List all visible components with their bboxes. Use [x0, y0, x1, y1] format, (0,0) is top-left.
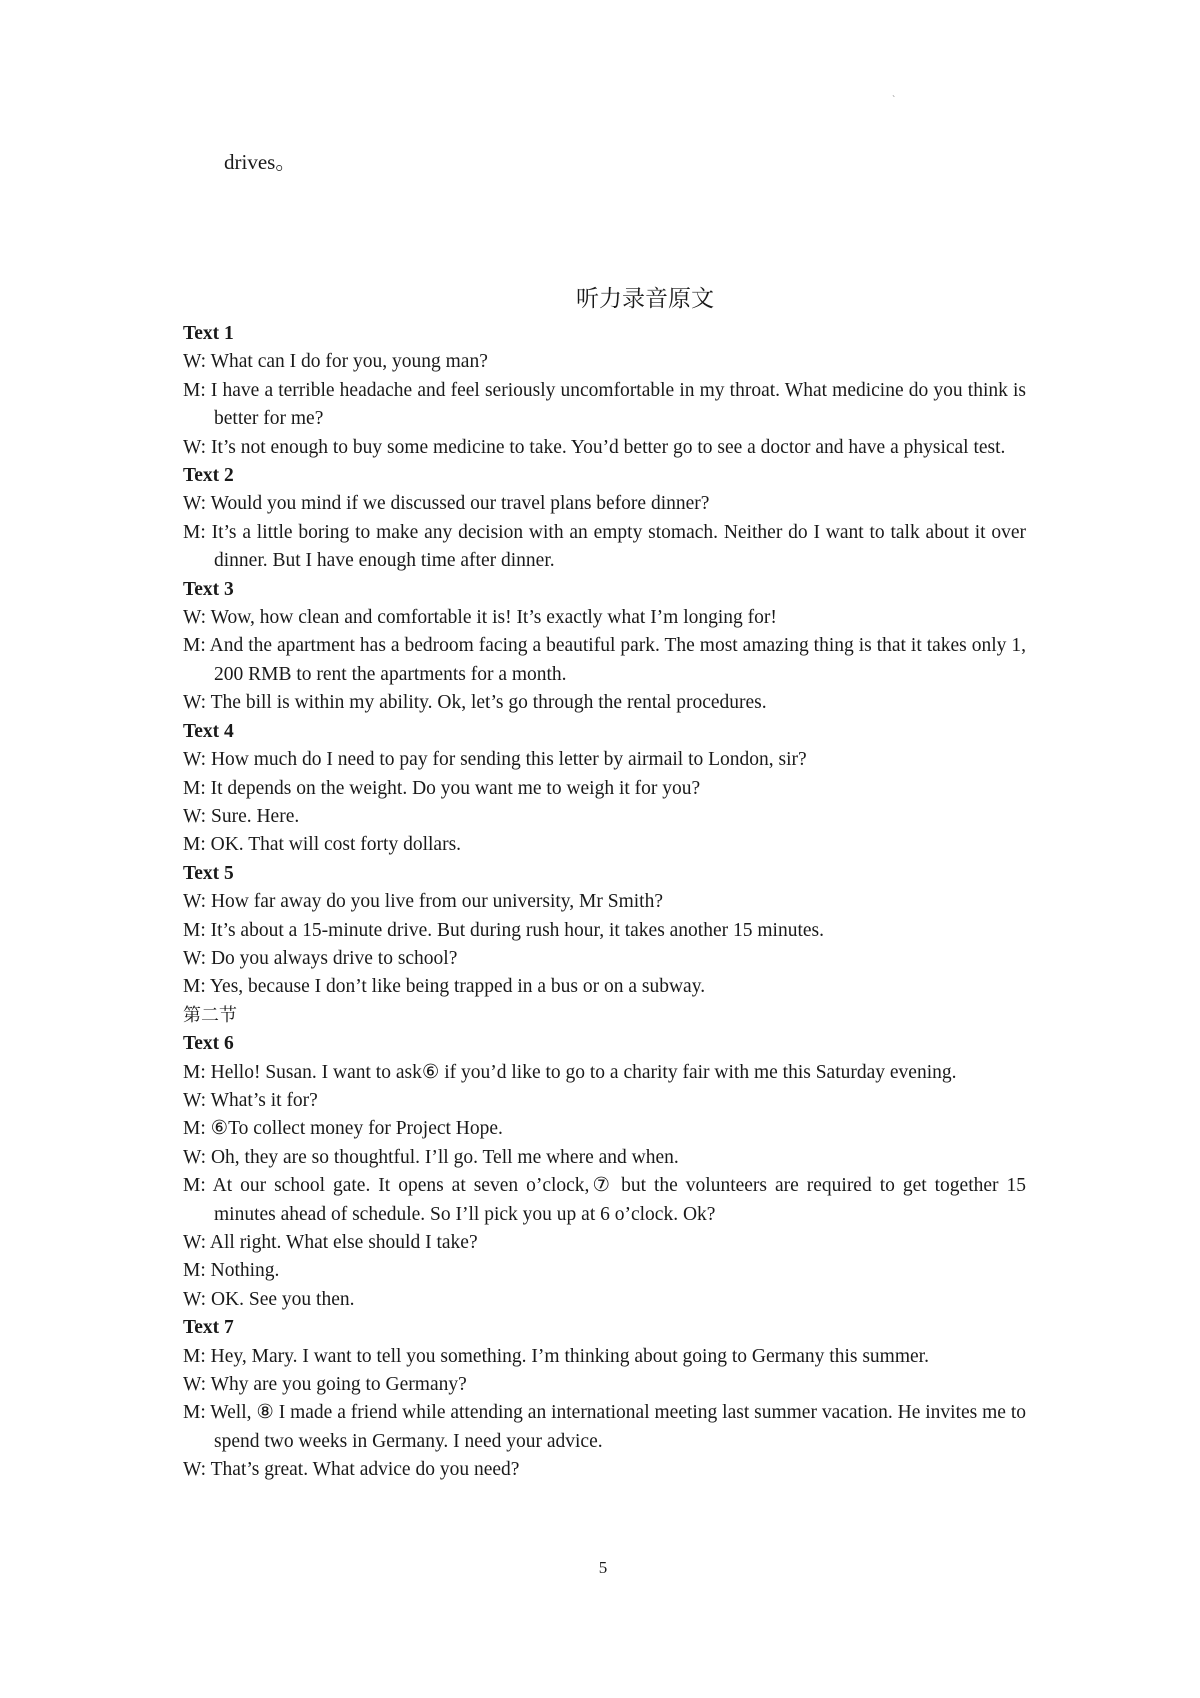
dialogue-line: W: How far away do you live from our university, Mr Smith?	[183, 891, 663, 913]
dialogue-line: M: Well, ⑧ I made a friend while attending an international meeting last summer vacation. He invites me to spend two weeks in Germany. I need your advice.	[183, 1402, 1026, 1452]
dialogue-line: W: Wow, how clean and comfortable it is! It’s exactly what I’m longing for!	[183, 607, 777, 629]
transcript-body	[183, 320, 1026, 1485]
dialogue-line: W: How much do I need to pay for sending this letter by airmail to London, sir?	[183, 749, 807, 771]
dialogue-line: M: It’s about a 15-minute drive. But during rush hour, it takes another 15 minutes.	[183, 919, 824, 941]
dialogue-line: M: And the apartment has a bedroom facing a beautiful park. The most amazing thing is that it takes only 1, 200 RMB to rent the apartments for a month.	[183, 635, 1026, 685]
text-heading: Text 3	[183, 578, 234, 600]
dialogue-line: M: I have a terrible headache and feel seriously uncomfortable in my throat. What medicine do you think is better for me?	[183, 379, 1026, 430]
dialogue-line: W: OK. See you then.	[183, 1288, 355, 1310]
dialogue-line: M: Hello! Susan. I want to ask⑥ if you’d like to go to a charity fair with me this Saturday evening.	[183, 1061, 957, 1083]
section-heading: 第二节	[183, 1004, 237, 1026]
continued-text: drives。	[224, 150, 297, 174]
dialogue-line: M: It’s a little boring to make any decision with an empty stomach. Neither do I want to talk about it over dinner. But I have enough time after dinner.	[183, 521, 1026, 572]
dialogue-line: M: Yes, because I don’t like being trapped in a bus or on a subway.	[183, 976, 706, 998]
dialogue-line: M: Hey, Mary. I want to tell you something. I’m thinking about going to Germany this summer.	[183, 1345, 929, 1367]
dialogue-line: M: Nothing.	[183, 1260, 280, 1282]
dialogue-line: W: Why are you going to Germany?	[183, 1374, 467, 1396]
page-title: 听力录音原文	[576, 286, 714, 312]
dialogue-line: M: ⑥To collect money for Project Hope.	[183, 1118, 503, 1140]
text-heading: Text 5	[183, 862, 234, 884]
dialogue-line: W: Sure. Here.	[183, 805, 300, 827]
dialogue-line: M: OK. That will cost forty dollars.	[183, 834, 462, 856]
dialogue-line: W: What can I do for you, young man?	[183, 351, 488, 373]
dialogue-line: W: All right. What else should I take?	[183, 1232, 478, 1253]
dialogue-line: W: It’s not enough to buy some medicine to take. You’d better go to see a doctor and have a physical test.	[183, 436, 1006, 458]
text-heading: Text 4	[183, 720, 234, 742]
dialogue-line: W: Oh, they are so thoughtful. I’ll go. Tell me where and when.	[183, 1146, 679, 1168]
text-heading: Text 2	[183, 465, 234, 487]
dialogue-line: W: That’s great. What advice do you need?	[183, 1459, 520, 1481]
dialogue-line: M: At our school gate. It opens at seven o’clock,⑦ but the volunteers are required to get together 15 minutes ahead of schedule. So I’ll pick you up at 6 o’clock. Ok?	[183, 1175, 1026, 1225]
text-heading: Text 7	[183, 1317, 234, 1339]
dialogue-line: W: Do you always drive to school?	[183, 947, 458, 969]
dialogue-line: W: Would you mind if we discussed our travel plans before dinner?	[183, 493, 710, 515]
dialogue-line: W: What’s it for?	[183, 1089, 318, 1111]
dialogue-line: M: It depends on the weight. Do you want me to weigh it for you?	[183, 777, 701, 799]
text-heading: Text 6	[183, 1033, 234, 1055]
dialogue-line: W: The bill is within my ability. Ok, let’s go through the rental procedures.	[183, 692, 767, 714]
page-number: 5	[598, 1558, 608, 1577]
stray-mark: `	[892, 95, 896, 106]
text-heading: Text 1	[183, 323, 234, 344]
